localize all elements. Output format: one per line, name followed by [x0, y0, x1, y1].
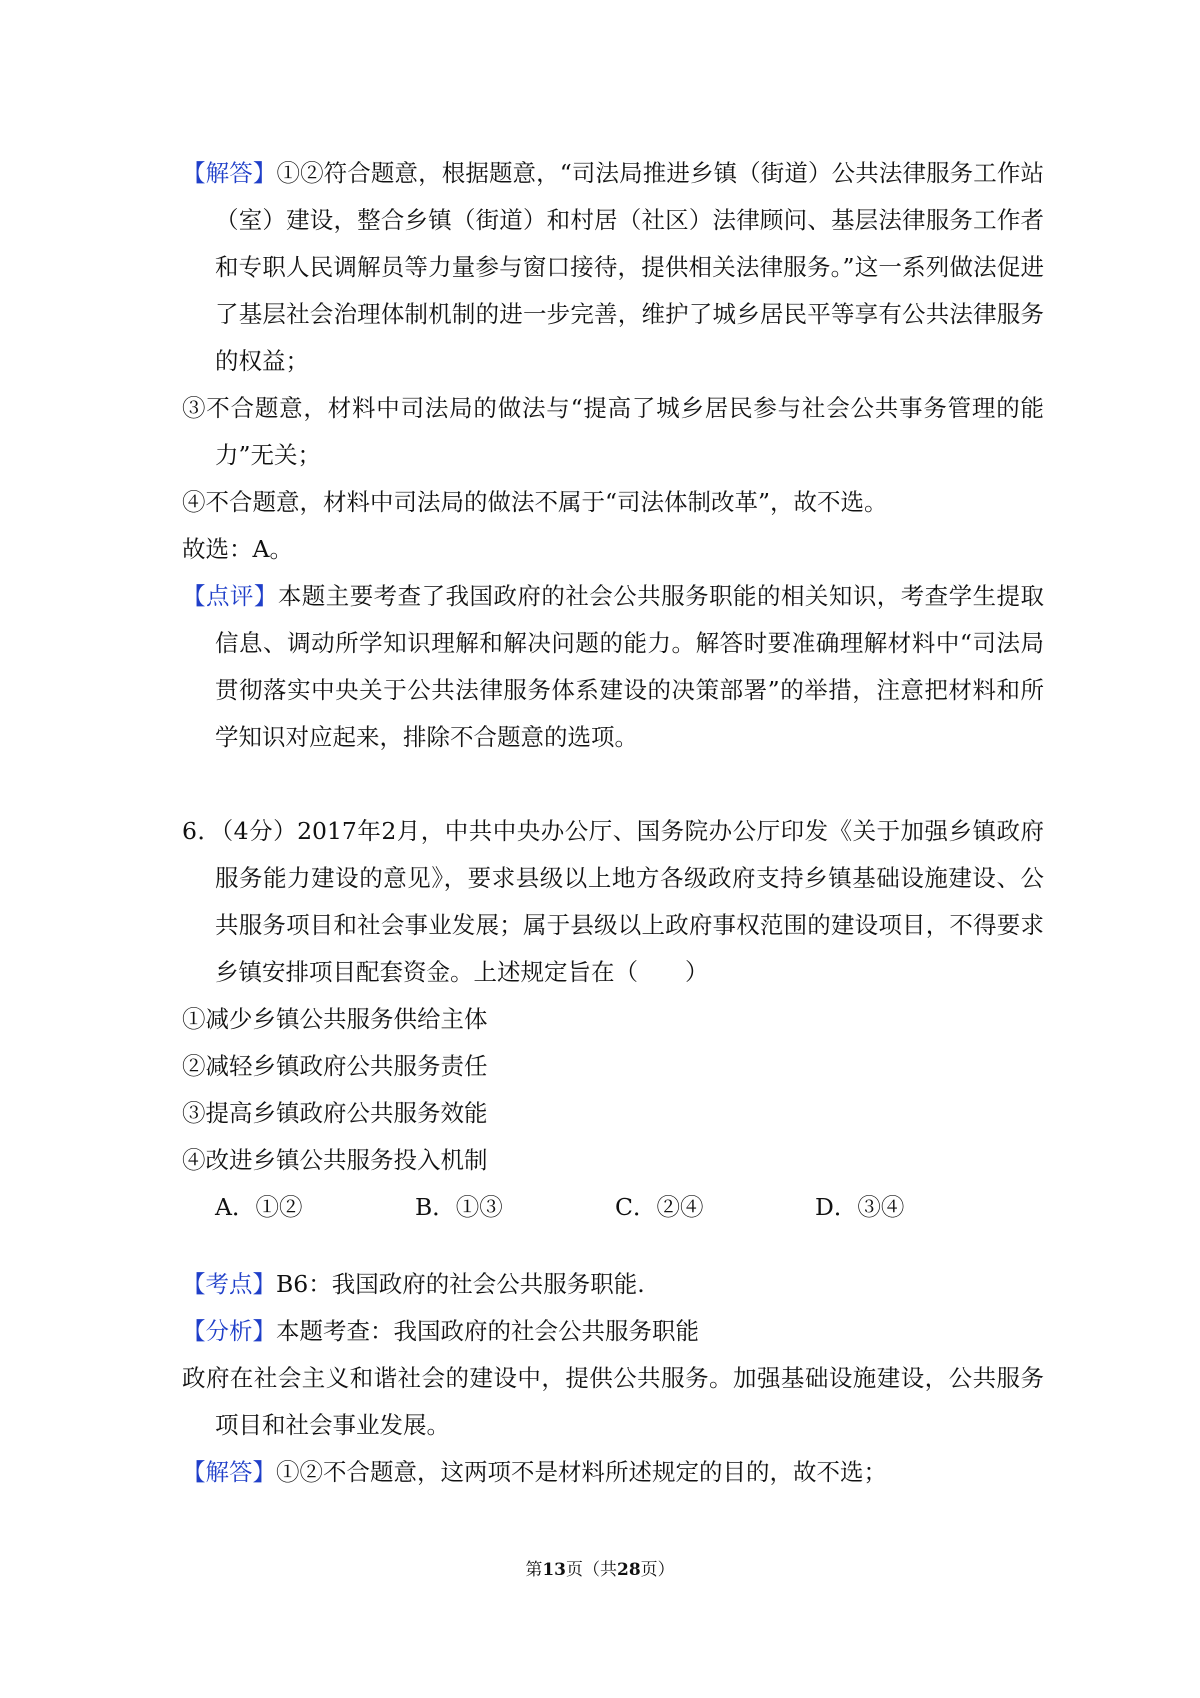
answer-item-4: ④不合题意，材料中司法局的做法不属于“司法体制改革”，故不选。: [182, 488, 888, 516]
answer-text: ①②符合题意，根据题意，“司法局推进乡镇（街道）公共法律服务工作站（室）建设，整合乡镇（街道）和村居（社区）法律顾问、基层法律服务工作者和专职人民调解员等力量参与窗口接待，提供相关法律服务。”这一系列做法促进了基层社会治理体制机制的进一步完善，维护了城乡居民平等享有公共法律服务的权益；: [215, 159, 1045, 375]
analysis-paragraph: [182, 1308, 1044, 1355]
spacer: [182, 761, 1044, 808]
question-option-4: ④改进乡镇公共服务投入机制: [182, 1146, 488, 1174]
point-text: B6：我国政府的社会公共服务职能.: [276, 1270, 645, 1298]
choice-d: D．③④: [815, 1193, 905, 1221]
answer-choices: [182, 1184, 1044, 1231]
choice-b: B．①③: [415, 1193, 503, 1221]
question-option-1: ①减少乡镇公共服务供给主体: [182, 1005, 488, 1033]
footer-total-pages: 28: [617, 1560, 641, 1580]
point-paragraph: [182, 1261, 1044, 1308]
footer-page-number: 13: [542, 1560, 566, 1580]
answer-paragraph-2: [182, 1449, 1044, 1496]
choice-line: 故选：A。: [182, 535, 293, 563]
spacer: [182, 1231, 1044, 1261]
question-stem: 6．（4分）2017年2月，中共中央办公厅、国务院办公厅印发《关于加强乡镇政府服务能力建设的意见》，要求县级以上地方各级政府支持乡镇基础设施建设、公共服务项目和社会事业发展；属于县级以上政府事权范围的建设项目，不得要求乡镇安排项目配套资金。上述规定旨在（ ）: [182, 817, 1044, 986]
comment-tag: 【点评】: [182, 582, 278, 610]
analysis-text: 本题考查：我国政府的社会公共服务职能: [276, 1317, 699, 1345]
page-footer: [0, 1555, 1200, 1580]
footer-mid: 页（共: [566, 1560, 617, 1580]
choice-a: A．①②: [215, 1193, 303, 1221]
page-content: [182, 150, 1044, 1496]
comment-paragraph: [182, 573, 1044, 761]
analysis-detail: 政府在社会主义和谐社会的建设中，提供公共服务。加强基础设施建设，公共服务项目和社会事业发展。: [182, 1364, 1044, 1439]
answer-paragraph: [182, 150, 1044, 385]
answer-tag-2: 【解答】: [182, 1458, 276, 1486]
answer-text-2: ①②不合题意，这两项不是材料所述规定的目的，故不选；: [276, 1458, 887, 1486]
point-tag: 【考点】: [182, 1270, 276, 1298]
comment-text: 本题主要考查了我国政府的社会公共服务职能的相关知识，考查学生提取信息、调动所学知识理解和解决问题的能力。解答时要准确理解材料中“司法局贯彻落实中央关于公共法律服务体系建设的决策部署”的举措，注意把材料和所学知识对应起来，排除不合题意的选项。: [215, 582, 1045, 751]
answer-tag: 【解答】: [182, 159, 277, 187]
question-option-2: ②减轻乡镇政府公共服务责任: [182, 1052, 488, 1080]
footer-suffix: 页）: [640, 1560, 675, 1580]
analysis-tag: 【分析】: [182, 1317, 276, 1345]
question-option-3: ③提高乡镇政府公共服务效能: [182, 1099, 488, 1127]
footer-prefix: 第: [525, 1560, 543, 1580]
answer-item-3: ③不合题意，材料中司法局的做法与“提高了城乡居民参与社会公共事务管理的能力”无关；: [182, 394, 1044, 469]
choice-c: C．②④: [615, 1193, 704, 1221]
